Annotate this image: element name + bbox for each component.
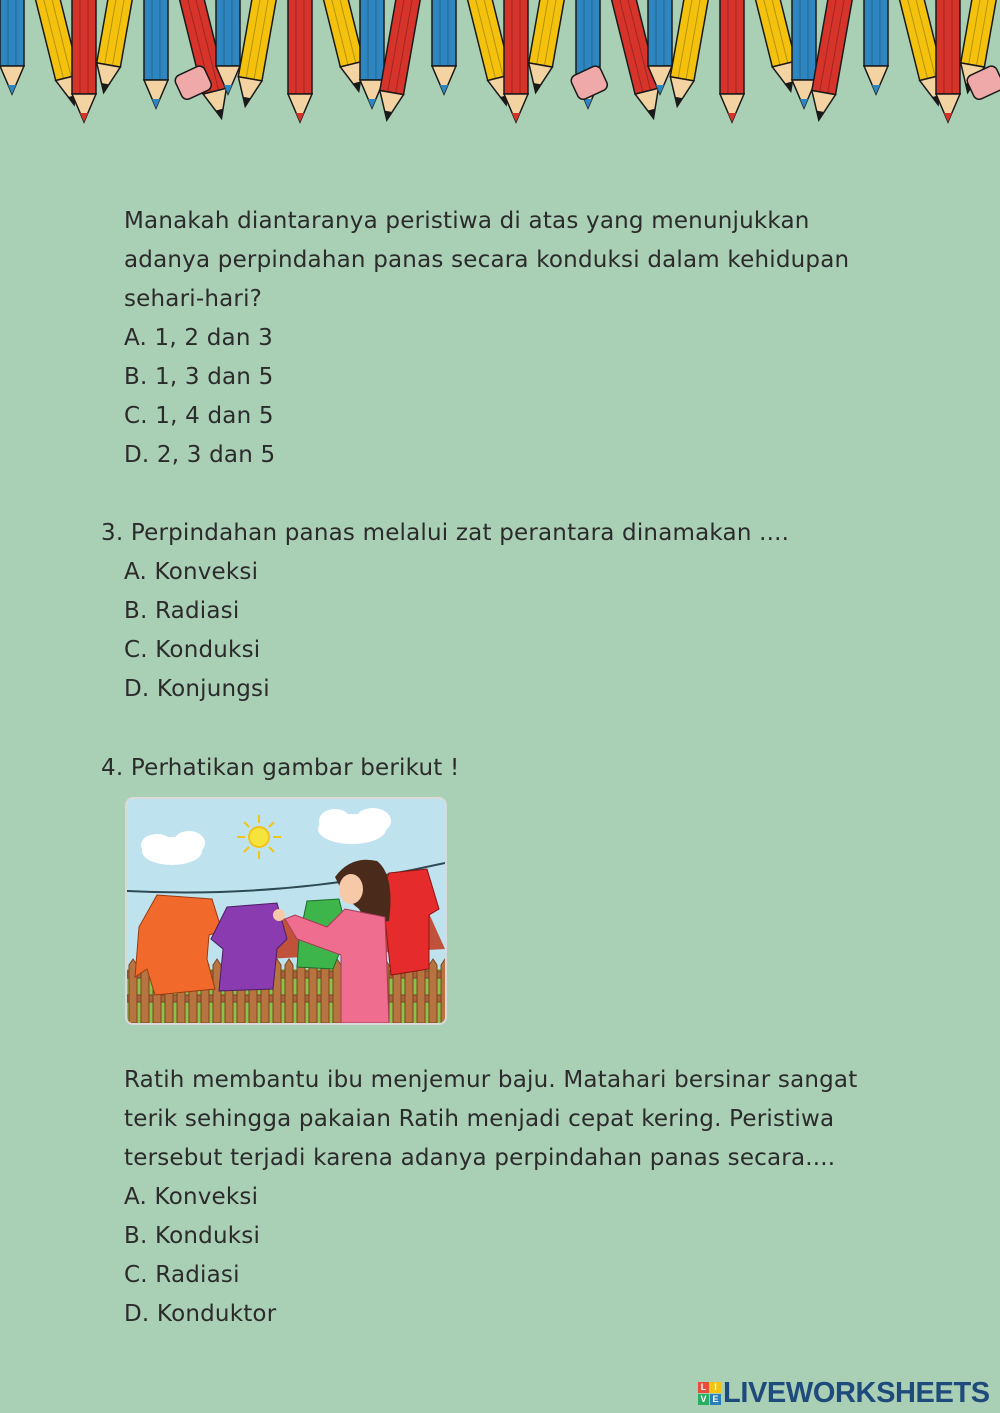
- question4-option-b[interactable]: B. Konduksi: [124, 1223, 261, 1249]
- clothesline-illustration: [125, 797, 447, 1025]
- question3-option-c[interactable]: C. Konduksi: [124, 637, 261, 663]
- logo-letter-l: L: [698, 1382, 709, 1393]
- question4-option-c[interactable]: C. Radiasi: [124, 1262, 240, 1288]
- question2-stem-line2: adanya perpindahan panas secara konduksi dalam kehidupan: [124, 247, 850, 273]
- question2-option-b[interactable]: B. 1, 3 dan 5: [124, 364, 274, 390]
- question4-option-a[interactable]: A. Konveksi: [124, 1184, 259, 1210]
- liveworksheets-logo-icon: [698, 1382, 721, 1405]
- question3-option-a[interactable]: A. Konveksi: [124, 559, 259, 585]
- question4-stem: 4. Perhatikan gambar berikut !: [101, 755, 460, 781]
- question4-option-d[interactable]: D. Konduktor: [124, 1301, 277, 1327]
- question4-passage-line2: terik sehingga pakaian Ratih menjadi cepat kering. Peristiwa: [124, 1106, 835, 1132]
- question4-passage-line3: tersebut terjadi karena adanya perpindahan panas secara....: [124, 1145, 836, 1171]
- question3-stem: 3. Perpindahan panas melalui zat perantara dinamakan ....: [101, 520, 790, 546]
- logo-letter-v: V: [698, 1394, 709, 1405]
- logo-letter-e: E: [710, 1394, 721, 1405]
- question2-option-d[interactable]: D. 2, 3 dan 5: [124, 442, 276, 468]
- logo-letter-i: I: [710, 1382, 721, 1393]
- question2-option-a[interactable]: A. 1, 2 dan 3: [124, 325, 273, 351]
- liveworksheets-wordmark: LIVEWORKSHEETS: [723, 1376, 990, 1409]
- question2-stem-line1: Manakah diantaranya peristiwa di atas yang menunjukkan: [124, 208, 810, 234]
- question3-option-d[interactable]: D. Konjungsi: [124, 676, 270, 702]
- question4-passage-line1: Ratih membantu ibu menjemur baju. Matahari bersinar sangat: [124, 1067, 858, 1093]
- liveworksheets-logo[interactable]: [698, 1376, 990, 1410]
- question2-stem-line3: sehari-hari?: [124, 286, 263, 312]
- question3-option-b[interactable]: B. Radiasi: [124, 598, 240, 624]
- question2-option-c[interactable]: C. 1, 4 dan 5: [124, 403, 274, 429]
